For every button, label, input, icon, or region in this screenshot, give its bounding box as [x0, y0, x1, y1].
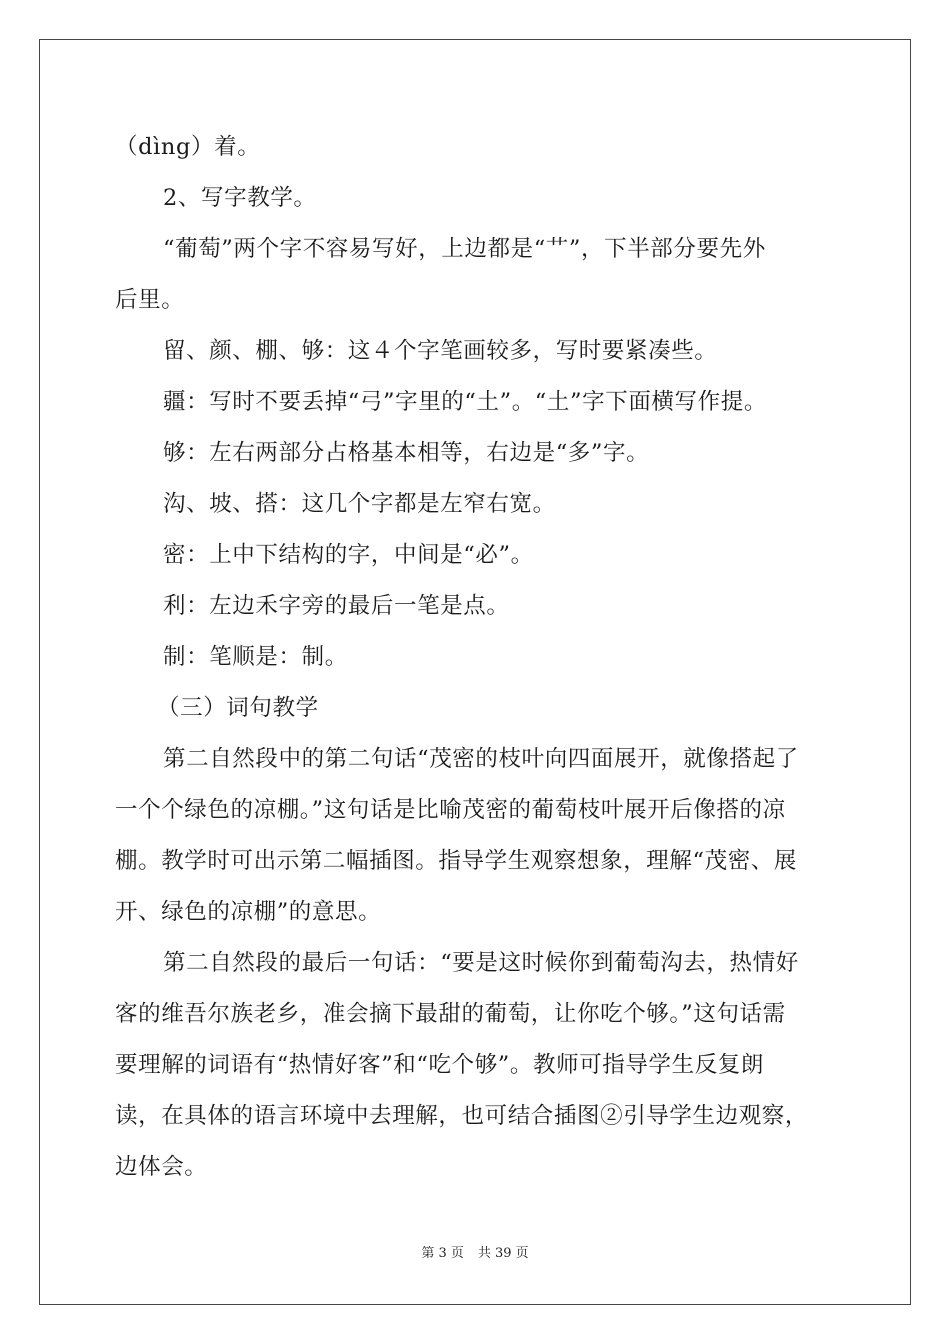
text-line: 制：笔顺是：制。 — [163, 644, 348, 670]
page-number: 第 3 页 — [421, 1246, 464, 1261]
text-line: （dìng）着。 — [115, 134, 261, 160]
text-line: 棚。教学时可出示第二幅插图。指导学生观察想象，理解“茂密、展 — [115, 848, 798, 874]
text-line: “葡萄”两个字不容易写好，上边都是“艹”，下半部分要先外 — [163, 236, 766, 262]
text-line: 密：上中下结构的字，中间是“必”。 — [163, 542, 534, 568]
text-line: 读，在具体的语言环境中去理解，也可结合插图②引导学生边观察， — [115, 1103, 809, 1129]
text-line: 利：左边禾字旁的最后一笔是点。 — [163, 593, 510, 619]
text-line: 后里。 — [115, 287, 185, 313]
text-line: 一个个绿色的凉棚。”这句话是比喻茂密的葡萄枝叶展开后像搭的凉 — [115, 797, 786, 823]
text-line: 要理解的词语有“热情好客”和“吃个够”。教师可指导学生反复朗 — [115, 1052, 765, 1078]
text-line: 第二自然段的最后一句话：“要是这时候你到葡萄沟去，热情好 — [163, 950, 799, 976]
text-line: 客的维吾尔族老乡，准会摘下最甜的葡萄，让你吃个够。”这句话需 — [115, 1001, 786, 1027]
text-line: 开、绿色的凉棚”的意思。 — [115, 899, 382, 925]
page-footer — [0, 1246, 950, 1262]
text-line: 够：左右两部分占格基本相等，右边是“多”字。 — [163, 440, 650, 466]
text-line: 沟、坡、搭：这几个字都是左窄右宽。 — [163, 491, 556, 517]
page-total: 共 39 页 — [477, 1246, 529, 1261]
section-heading: （三）词句教学 — [157, 695, 319, 721]
text-line: 第二自然段中的第二句话“茂密的枝叶向四面展开，就像搭起了 — [163, 746, 799, 772]
document-body — [115, 128, 845, 1186]
text-line: 疆：写时不要丢掉“弓”字里的“土”。“土”字下面横写作提。 — [163, 389, 767, 415]
text-line: 留、颜、棚、够：这４个字笔画较多，写时要紧凑些。 — [163, 338, 718, 364]
text-line: 边体会。 — [115, 1154, 208, 1180]
section-heading: 2、写字教学。 — [163, 185, 317, 211]
